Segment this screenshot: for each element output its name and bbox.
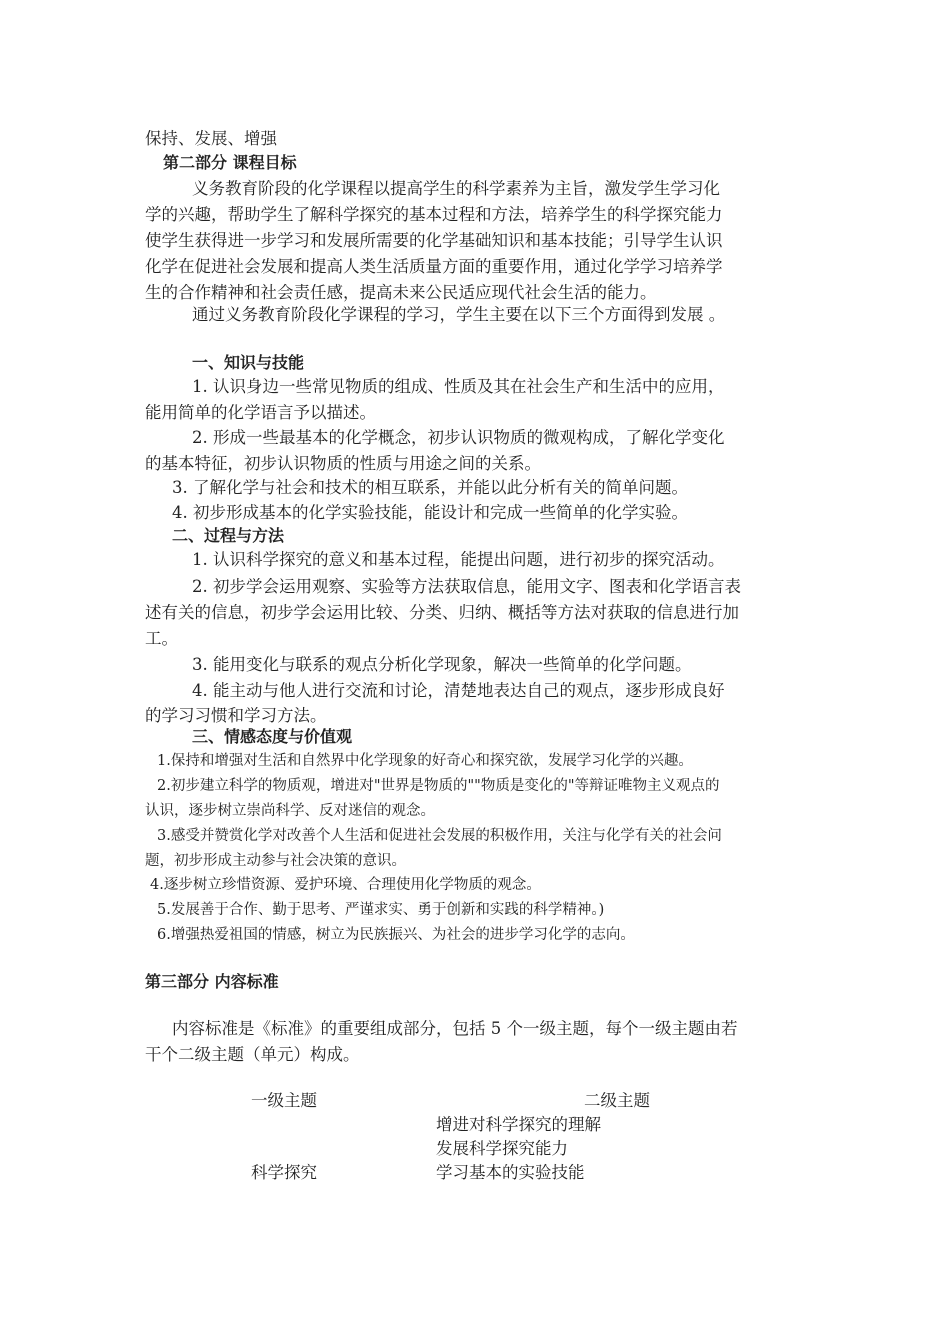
- part2-heading: 第二部分 课程目标: [163, 153, 297, 172]
- list-item: 1. 认识身边一些常见物质的组成、性质及其在社会生产和生活中的应用，: [192, 377, 725, 396]
- paragraph-line: 使学生获得进一步学习和发展所需要的化学基础知识和基本技能；引导学生认识: [145, 231, 723, 250]
- intro-fragment: 保持、发展、增强: [145, 129, 277, 148]
- table-header-level1: 一级主题: [251, 1091, 317, 1110]
- list-item: 1.保持和增强对生活和自然界中化学现象的好奇心和探究欲，发展学习化学的兴趣。: [157, 753, 693, 769]
- list-item: 4.逐步树立珍惜资源、爱护环境、合理使用化学物质的观念。: [150, 877, 541, 893]
- list-item: 4. 能主动与他人进行交流和讨论，清楚地表达自己的观点，逐步形成良好: [192, 681, 725, 700]
- list-item: 的基本特征，初步认识物质的性质与用途之间的关系。: [145, 454, 541, 473]
- section-heading-attitude: 三、情感态度与价值观: [192, 727, 353, 746]
- table-cell-level2: 发展科学探究能力: [436, 1139, 568, 1158]
- paragraph-line: 生的合作精神和社会责任感，提高未来公民适应现代社会生活的能力。: [145, 283, 657, 302]
- paragraph-line: 化学在促进社会发展和提高人类生活质量方面的重要作用，通过化学学习培养学: [145, 257, 723, 276]
- list-item: 2.初步建立科学的物质观，增进对"世界是物质的""物质是变化的"等辩证唯物主义观点的: [157, 778, 720, 794]
- paragraph-line: 学的兴趣，帮助学生了解科学探究的基本过程和方法，培养学生的科学探究能力: [145, 205, 723, 224]
- list-item: 6.增强热爱祖国的情感，树立为民族振兴、为社会的进步学习化学的志向。: [157, 927, 635, 943]
- table-header-level2: 二级主题: [584, 1091, 650, 1110]
- paragraph-line: 内容标准是《标准》的重要组成部分，包括 5 个一级主题，每个一级主题由若: [172, 1019, 738, 1038]
- list-item: 工。: [145, 629, 178, 648]
- list-item: 3.感受并赞赏化学对改善个人生活和促进社会发展的积极作用，关注与化学有关的社会问: [157, 828, 722, 844]
- list-item: 3. 能用变化与联系的观点分析化学现象，解决一些简单的化学问题。: [192, 655, 692, 674]
- list-item: 3. 了解化学与社会和技术的相互联系，并能以此分析有关的简单问题。: [172, 478, 688, 497]
- paragraph-line: 义务教育阶段的化学课程以提高学生的科学素养为主旨，激发学生学习化: [192, 179, 720, 198]
- list-item: 5.发展善于合作、勤于思考、严谨求实、勇于创新和实践的科学精神。): [157, 902, 605, 918]
- list-item: 2. 形成一些最基本的化学概念，初步认识物质的微观构成，了解化学变化: [192, 428, 725, 447]
- table-cell-level2: 增进对科学探究的理解: [436, 1115, 601, 1134]
- table-cell-level2: 学习基本的实验技能: [436, 1163, 585, 1182]
- section-heading-process: 二、过程与方法: [172, 526, 285, 545]
- list-item: 述有关的信息，初步学会运用比较、分类、归纳、概括等方法对获取的信息进行加: [145, 603, 739, 622]
- table-cell-level1: 科学探究: [251, 1163, 317, 1182]
- list-item: 能用简单的化学语言予以描述。: [145, 403, 376, 422]
- list-item: 认识，逐步树立崇尚科学、反对迷信的观念。: [145, 803, 435, 819]
- list-item: 1. 认识科学探究的意义和基本过程，能提出问题，进行初步的探究活动。: [192, 550, 725, 569]
- list-item: 4. 初步形成基本的化学实验技能，能设计和完成一些简单的化学实验。: [172, 503, 688, 522]
- section-heading-knowledge: 一、知识与技能: [192, 353, 305, 372]
- list-item: 题，初步形成主动参与社会决策的意识。: [145, 853, 406, 869]
- paragraph-line: 干个二级主题（单元）构成。: [145, 1045, 360, 1064]
- list-item: 的学习习惯和学习方法。: [145, 706, 327, 725]
- list-item: 2. 初步学会运用观察、实验等方法获取信息，能用文字、图表和化学语言表: [192, 577, 741, 596]
- part3-heading: 第三部分 内容标准: [145, 972, 279, 991]
- paragraph-line: 通过义务教育阶段化学课程的学习，学生主要在以下三个方面得到发展 。: [192, 305, 726, 324]
